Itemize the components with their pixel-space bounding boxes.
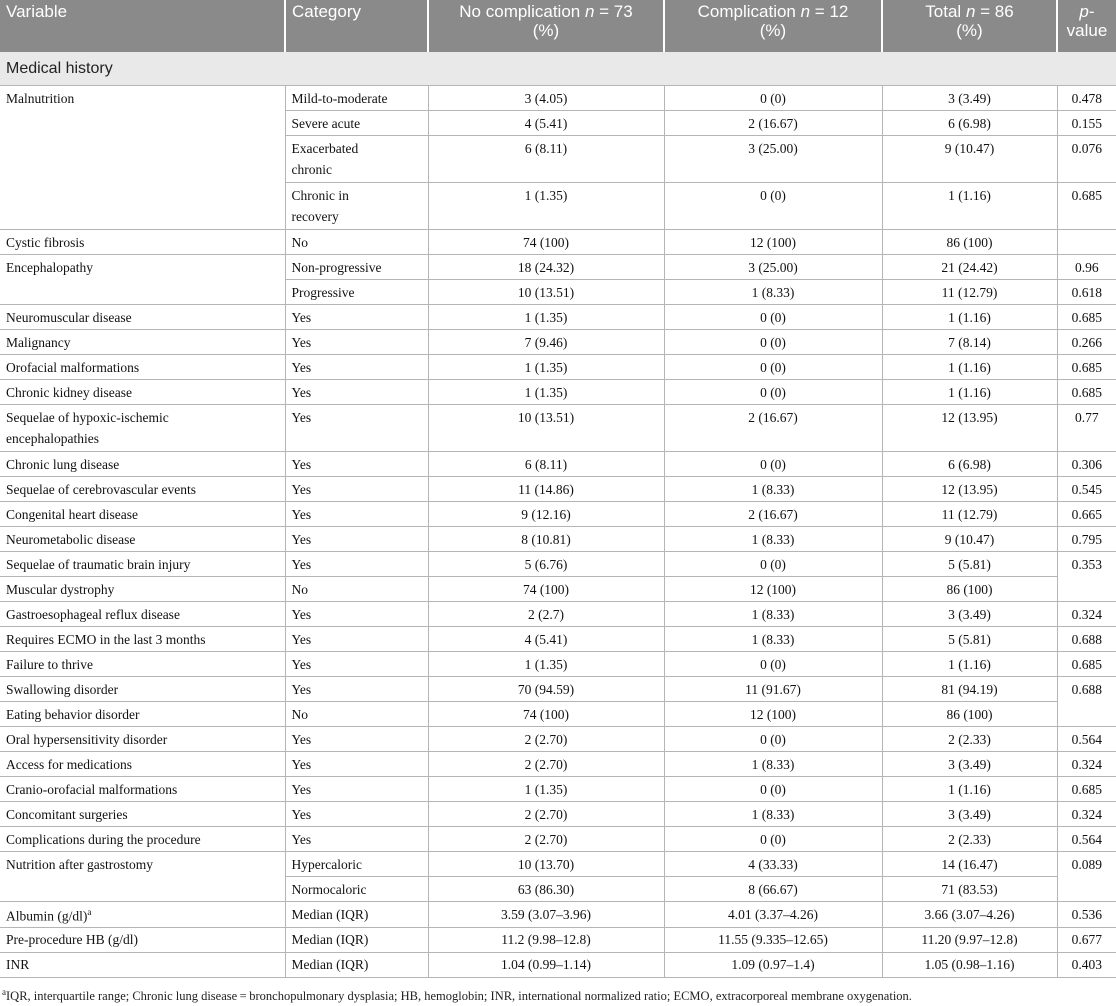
- category-cell: Severe acute: [285, 111, 428, 136]
- table-row: [0, 702, 1116, 727]
- total-cell: 71 (83.53): [882, 877, 1057, 902]
- category-cell: No: [285, 577, 428, 602]
- complication-cell: 2 (16.67): [664, 111, 882, 136]
- no-complication-cell: 9 (12.16): [428, 502, 664, 527]
- variable-cell: Malignancy: [0, 330, 285, 355]
- complication-cell: 1 (8.33): [664, 752, 882, 777]
- complication-cell: 0 (0): [664, 355, 882, 380]
- category-cell: Hypercaloric: [285, 852, 428, 877]
- table-row: [0, 502, 1116, 527]
- total-cell: 5 (5.81): [882, 627, 1057, 652]
- category-cell: Yes: [285, 677, 428, 702]
- no-complication-cell: 6 (8.11): [428, 136, 664, 183]
- variable-cell: Chronic kidney disease: [0, 380, 285, 405]
- variable-cell: Access for medications: [0, 752, 285, 777]
- category-cell: Yes: [285, 502, 428, 527]
- complication-cell: 0 (0): [664, 305, 882, 330]
- no-complication-cell: 1.04 (0.99–1.14): [428, 952, 664, 977]
- no-complication-cell: 1 (1.35): [428, 380, 664, 405]
- category-cell: Yes: [285, 527, 428, 552]
- complication-cell: 2 (16.67): [664, 405, 882, 452]
- complication-cell: 0 (0): [664, 727, 882, 752]
- p-value-cell: 0.324: [1057, 802, 1116, 827]
- no-complication-cell: 8 (10.81): [428, 527, 664, 552]
- p-value-cell: 0.306: [1057, 452, 1116, 477]
- variable-cell: Oral hypersensitivity disorder: [0, 727, 285, 752]
- p-value-cell: 0.545: [1057, 477, 1116, 502]
- p-value-cell: 0.618: [1057, 280, 1116, 305]
- complication-cell: 1 (8.33): [664, 802, 882, 827]
- category-cell: Yes: [285, 802, 428, 827]
- variable-cell: Concomitant surgeries: [0, 802, 285, 827]
- p-value-cell: 0.677: [1057, 927, 1116, 952]
- table-row: [0, 577, 1116, 602]
- no-complication-cell: 74 (100): [428, 702, 664, 727]
- total-cell: 3 (3.49): [882, 752, 1057, 777]
- total-cell: 1 (1.16): [882, 355, 1057, 380]
- variable-cell: Nutrition after gastrostomy: [0, 852, 285, 902]
- variable-cell: Encephalopathy: [0, 255, 285, 305]
- total-cell: 6 (6.98): [882, 111, 1057, 136]
- table-row: [0, 477, 1116, 502]
- category-cell: Exacerbated chronic: [285, 136, 428, 183]
- table-row: [0, 952, 1116, 977]
- variable-cell: Sequelae of traumatic brain injury: [0, 552, 285, 577]
- table-row: [0, 405, 1116, 452]
- category-cell: Normocaloric: [285, 877, 428, 902]
- table-row: [0, 927, 1116, 952]
- table-row: [0, 652, 1116, 677]
- no-complication-cell: 6 (8.11): [428, 452, 664, 477]
- total-cell: 3.66 (3.07–4.26): [882, 902, 1057, 928]
- complication-cell: 3 (25.00): [664, 136, 882, 183]
- category-cell: Median (IQR): [285, 952, 428, 977]
- table-row: [0, 852, 1116, 877]
- header-no-complication: No complication n = 73 (%): [428, 0, 664, 52]
- variable-cell: Muscular dystrophy: [0, 577, 285, 602]
- p-value-cell: 0.795: [1057, 527, 1116, 552]
- variable-cell: Neurometabolic disease: [0, 527, 285, 552]
- total-cell: 11 (12.79): [882, 502, 1057, 527]
- variable-cell: Eating behavior disorder: [0, 702, 285, 727]
- total-cell: 81 (94.19): [882, 677, 1057, 702]
- table-row: [0, 752, 1116, 777]
- total-cell: 3 (3.49): [882, 802, 1057, 827]
- category-cell: Yes: [285, 477, 428, 502]
- p-value-cell: 0.564: [1057, 727, 1116, 752]
- total-cell: 5 (5.81): [882, 552, 1057, 577]
- complication-cell: 0 (0): [664, 652, 882, 677]
- table-row: [0, 602, 1116, 627]
- no-complication-cell: 2 (2.70): [428, 827, 664, 852]
- variable-cell: Congenital heart disease: [0, 502, 285, 527]
- no-complication-cell: 74 (100): [428, 577, 664, 602]
- no-complication-cell: 2 (2.70): [428, 802, 664, 827]
- total-cell: 12 (13.95): [882, 405, 1057, 452]
- table-row: [0, 802, 1116, 827]
- p-value-cell: 0.688: [1057, 677, 1116, 727]
- complication-cell: 0 (0): [664, 183, 882, 230]
- category-cell: Progressive: [285, 280, 428, 305]
- p-value-cell: 0.478: [1057, 86, 1116, 111]
- variable-cell: Chronic lung disease: [0, 452, 285, 477]
- variable-cell: Gastroesophageal reflux disease: [0, 602, 285, 627]
- footnote-marker: a: [87, 907, 92, 917]
- table-row: [0, 230, 1116, 255]
- header-p-value: p-value: [1057, 0, 1116, 52]
- no-complication-cell: 11 (14.86): [428, 477, 664, 502]
- complication-cell: 1 (8.33): [664, 602, 882, 627]
- complication-cell: 2 (16.67): [664, 502, 882, 527]
- p-value-cell: 0.076: [1057, 136, 1116, 183]
- table-row: [0, 777, 1116, 802]
- total-cell: 3 (3.49): [882, 86, 1057, 111]
- table-row: [0, 902, 1116, 928]
- variable-cell: Sequelae of hypoxic-ischemic encephalopathies: [0, 405, 285, 452]
- section-row: [0, 52, 1116, 86]
- total-cell: 9 (10.47): [882, 136, 1057, 183]
- table-row: [0, 627, 1116, 652]
- p-value-cell: 0.685: [1057, 183, 1116, 230]
- no-complication-cell: 18 (24.32): [428, 255, 664, 280]
- total-cell: 2 (2.33): [882, 727, 1057, 752]
- complication-cell: 0 (0): [664, 452, 882, 477]
- table-row: [0, 86, 1116, 111]
- no-complication-cell: 1 (1.35): [428, 652, 664, 677]
- total-cell: 6 (6.98): [882, 452, 1057, 477]
- variable-cell: Neuromuscular disease: [0, 305, 285, 330]
- no-complication-cell: 2 (2.70): [428, 752, 664, 777]
- p-value-cell: 0.353: [1057, 552, 1116, 602]
- p-value-cell: 0.155: [1057, 111, 1116, 136]
- category-cell: No: [285, 702, 428, 727]
- table-row: [0, 355, 1116, 380]
- complication-cell: 4 (33.33): [664, 852, 882, 877]
- variable-cell: Albumin (g/dl)$^a$: [0, 902, 285, 928]
- total-cell: 1 (1.16): [882, 380, 1057, 405]
- no-complication-cell: 2 (2.7): [428, 602, 664, 627]
- p-value-cell: [1057, 230, 1116, 255]
- table-header: [0, 0, 1116, 52]
- category-cell: Mild-to-moderate: [285, 86, 428, 111]
- p-value-cell: 0.324: [1057, 602, 1116, 627]
- header-row: [0, 0, 1116, 52]
- header-category: Category: [285, 0, 428, 52]
- p-value-cell: 0.403: [1057, 952, 1116, 977]
- p-value-cell: 0.536: [1057, 902, 1116, 928]
- complication-cell: 1 (8.33): [664, 627, 882, 652]
- no-complication-cell: 11.2 (9.98–12.8): [428, 927, 664, 952]
- category-cell: Yes: [285, 777, 428, 802]
- no-complication-cell: 7 (9.46): [428, 330, 664, 355]
- category-cell: Yes: [285, 652, 428, 677]
- total-cell: 9 (10.47): [882, 527, 1057, 552]
- footnote-marker: a: [2, 986, 6, 997]
- total-cell: 1 (1.16): [882, 183, 1057, 230]
- category-cell: Yes: [285, 727, 428, 752]
- total-cell: 12 (13.95): [882, 477, 1057, 502]
- total-cell: 11 (12.79): [882, 280, 1057, 305]
- category-cell: Non-progressive: [285, 255, 428, 280]
- table-body: [0, 52, 1116, 977]
- table-row: [0, 827, 1116, 852]
- variable-cell: INR: [0, 952, 285, 977]
- category-cell: Yes: [285, 405, 428, 452]
- table-row: [0, 527, 1116, 552]
- category-cell: Yes: [285, 552, 428, 577]
- p-value-cell: 0.685: [1057, 355, 1116, 380]
- complication-cell: 11 (91.67): [664, 677, 882, 702]
- header-variable: Variable: [0, 0, 285, 52]
- category-cell: Yes: [285, 627, 428, 652]
- no-complication-cell: 63 (86.30): [428, 877, 664, 902]
- total-cell: 1 (1.16): [882, 305, 1057, 330]
- variable-cell: Failure to thrive: [0, 652, 285, 677]
- table-row: [0, 452, 1116, 477]
- no-complication-cell: 74 (100): [428, 230, 664, 255]
- complication-cell: 1 (8.33): [664, 477, 882, 502]
- p-value-cell: 0.324: [1057, 752, 1116, 777]
- table-row: [0, 255, 1116, 280]
- complication-cell: 1.09 (0.97–1.4): [664, 952, 882, 977]
- table-row: [0, 552, 1116, 577]
- category-cell: Yes: [285, 602, 428, 627]
- variable-cell: Requires ECMO in the last 3 months: [0, 627, 285, 652]
- complication-cell: 12 (100): [664, 577, 882, 602]
- complication-cell: 1 (8.33): [664, 280, 882, 305]
- no-complication-cell: 2 (2.70): [428, 727, 664, 752]
- total-cell: 3 (3.49): [882, 602, 1057, 627]
- variable-cell: Cranio-orofacial malformations: [0, 777, 285, 802]
- total-cell: 7 (8.14): [882, 330, 1057, 355]
- complication-cell: 12 (100): [664, 230, 882, 255]
- table-row: [0, 380, 1116, 405]
- complication-cell: 11.55 (9.335–12.65): [664, 927, 882, 952]
- no-complication-cell: 1 (1.35): [428, 305, 664, 330]
- no-complication-cell: 1 (1.35): [428, 183, 664, 230]
- total-cell: 86 (100): [882, 702, 1057, 727]
- complication-cell: 0 (0): [664, 777, 882, 802]
- p-value-cell: 0.089: [1057, 852, 1116, 902]
- p-value-cell: 0.685: [1057, 305, 1116, 330]
- variable-cell: Sequelae of cerebrovascular events: [0, 477, 285, 502]
- total-cell: 11.20 (9.97–12.8): [882, 927, 1057, 952]
- total-cell: 86 (100): [882, 577, 1057, 602]
- no-complication-cell: 1 (1.35): [428, 355, 664, 380]
- category-cell: No: [285, 230, 428, 255]
- category-cell: Yes: [285, 305, 428, 330]
- variable-cell: Orofacial malformations: [0, 355, 285, 380]
- category-cell: Chronic in recovery: [285, 183, 428, 230]
- no-complication-cell: 70 (94.59): [428, 677, 664, 702]
- variable-cell: Swallowing disorder: [0, 677, 285, 702]
- complication-cell: 1 (8.33): [664, 527, 882, 552]
- category-cell: Yes: [285, 827, 428, 852]
- table-row: [0, 677, 1116, 702]
- total-cell: 1.05 (0.98–1.16): [882, 952, 1057, 977]
- p-value-cell: 0.685: [1057, 777, 1116, 802]
- total-cell: 1 (1.16): [882, 652, 1057, 677]
- complication-cell: 4.01 (3.37–4.26): [664, 902, 882, 928]
- complication-cell: 0 (0): [664, 827, 882, 852]
- complication-cell: 0 (0): [664, 380, 882, 405]
- no-complication-cell: 4 (5.41): [428, 627, 664, 652]
- category-cell: Yes: [285, 355, 428, 380]
- no-complication-cell: 10 (13.51): [428, 280, 664, 305]
- variable-cell: Pre-procedure HB (g/dl): [0, 927, 285, 952]
- complication-cell: 12 (100): [664, 702, 882, 727]
- total-cell: 21 (24.42): [882, 255, 1057, 280]
- category-cell: Yes: [285, 330, 428, 355]
- category-cell: Median (IQR): [285, 902, 428, 928]
- table-row: [0, 330, 1116, 355]
- p-value-cell: 0.685: [1057, 652, 1116, 677]
- table-row: [0, 727, 1116, 752]
- total-cell: 1 (1.16): [882, 777, 1057, 802]
- p-value-cell: 0.564: [1057, 827, 1116, 852]
- p-value-cell: 0.96: [1057, 255, 1116, 280]
- no-complication-cell: 10 (13.70): [428, 852, 664, 877]
- category-cell: Yes: [285, 380, 428, 405]
- p-value-cell: 0.77: [1057, 405, 1116, 452]
- header-total: Total n = 86 (%): [882, 0, 1057, 52]
- p-value-cell: 0.688: [1057, 627, 1116, 652]
- complication-cell: 8 (66.67): [664, 877, 882, 902]
- table-footnote: $^a$IQR, interquartile range; Chronic lung disease = bronchopulmonary dysplasia; HB, hemoglobin; INR, international normalized ratio; ECMO, extracorporeal membrane oxygenation.: [2, 986, 912, 1003]
- category-cell: Median (IQR): [285, 927, 428, 952]
- no-complication-cell: 3.59 (3.07–3.96): [428, 902, 664, 928]
- no-complication-cell: 10 (13.51): [428, 405, 664, 452]
- complication-cell: 0 (0): [664, 552, 882, 577]
- total-cell: 14 (16.47): [882, 852, 1057, 877]
- variable-cell: Malnutrition: [0, 86, 285, 230]
- complication-cell: 0 (0): [664, 330, 882, 355]
- p-value-cell: 0.685: [1057, 380, 1116, 405]
- total-cell: 86 (100): [882, 230, 1057, 255]
- category-cell: Yes: [285, 752, 428, 777]
- complication-cell: 0 (0): [664, 86, 882, 111]
- p-value-cell: 0.665: [1057, 502, 1116, 527]
- variable-cell: Complications during the procedure: [0, 827, 285, 852]
- category-cell: Yes: [285, 452, 428, 477]
- total-cell: 2 (2.33): [882, 827, 1057, 852]
- section-title: Medical history: [0, 52, 1116, 86]
- p-value-cell: 0.266: [1057, 330, 1116, 355]
- complication-cell: 3 (25.00): [664, 255, 882, 280]
- header-complication: Complication n = 12 (%): [664, 0, 882, 52]
- no-complication-cell: 4 (5.41): [428, 111, 664, 136]
- no-complication-cell: 5 (6.76): [428, 552, 664, 577]
- no-complication-cell: 3 (4.05): [428, 86, 664, 111]
- variable-cell: Cystic fibrosis: [0, 230, 285, 255]
- no-complication-cell: 1 (1.35): [428, 777, 664, 802]
- table-row: [0, 305, 1116, 330]
